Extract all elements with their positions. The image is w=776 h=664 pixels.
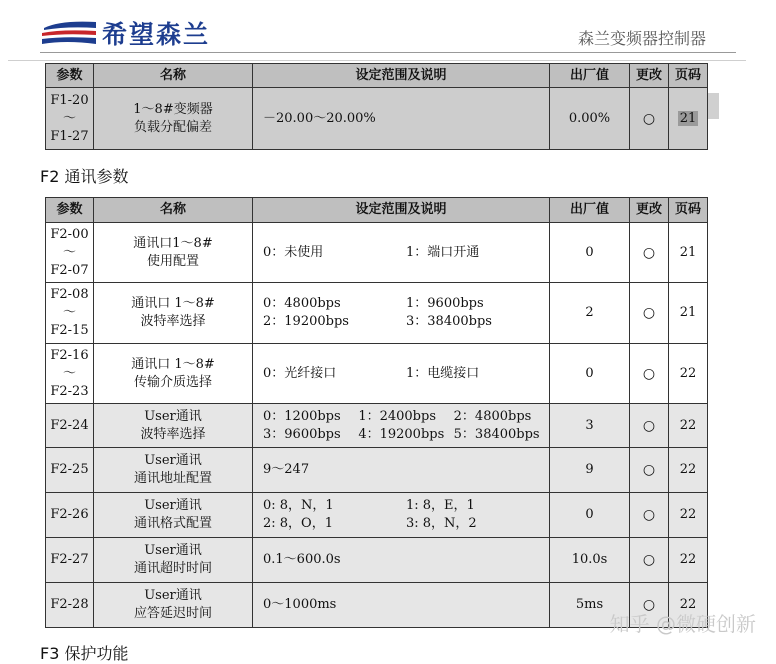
table-row [46, 88, 708, 150]
param-default: 3 [550, 404, 630, 448]
param-name [94, 88, 253, 150]
table-row [46, 404, 708, 448]
param-page: 22 [669, 538, 708, 583]
name-line: User通讯 [144, 588, 202, 603]
param-range [253, 223, 550, 283]
param-default: 0 [550, 493, 630, 538]
param-name [94, 283, 253, 344]
param-code [46, 223, 94, 283]
change-circle-icon: ○ [630, 493, 669, 538]
range-item: 2：4800bps [453, 408, 532, 424]
param-page: 22 [669, 404, 708, 448]
table-header-row [46, 198, 708, 223]
param-range [253, 448, 550, 493]
range-item: 1：电缆接口 [406, 365, 480, 381]
name-line: 通讯地址配置 [133, 471, 212, 486]
name-line: 通讯超时时间 [133, 561, 212, 576]
param-range [253, 493, 550, 538]
param-page [669, 88, 708, 150]
code-line: F2-08 [50, 287, 89, 302]
col-header-name: 名称 [94, 64, 253, 88]
param-code: F2-28 [46, 583, 94, 628]
param-default: 9 [550, 448, 630, 493]
param-default: 2 [550, 283, 630, 344]
col-header-page: 页码 [669, 198, 708, 223]
col-header-range: 设定范围及说明 [253, 198, 550, 223]
range-item: 1: 8，E，1 [406, 498, 475, 513]
col-header-default: 出厂值 [550, 64, 630, 88]
col-header-name: 名称 [94, 198, 253, 223]
change-circle-icon: ○ [630, 283, 669, 344]
code-line: ～ [62, 244, 76, 260]
name-line: 通讯口1～8# [133, 235, 213, 251]
code-line: F2-00 [50, 226, 89, 242]
range-item: 3: 8，N，2 [406, 516, 477, 531]
param-name [94, 223, 253, 283]
change-circle-icon: ○ [630, 223, 669, 283]
range-item: 1：端口开通 [406, 244, 480, 260]
param-name [94, 404, 253, 448]
range-item: 2: 8，O，1 [263, 516, 333, 531]
range-item: 3：9600bps [263, 426, 341, 442]
change-circle-icon: ○ [630, 448, 669, 493]
param-page: 22 [669, 583, 708, 628]
range-item: 2：19200bps [263, 314, 349, 329]
table-row [46, 583, 708, 628]
name-line: 1～8#变频器 [133, 101, 213, 117]
param-code [46, 283, 94, 344]
name-line: User通讯 [144, 453, 202, 468]
param-page: 22 [669, 344, 708, 404]
name-line: User通讯 [144, 408, 202, 424]
change-circle-icon: ○ [630, 404, 669, 448]
param-default: 5ms [550, 583, 630, 628]
param-default: 0 [550, 344, 630, 404]
param-table-f1 [45, 63, 708, 150]
margin-marker [707, 93, 719, 119]
param-range [253, 283, 550, 344]
name-line: 负载分配偏差 [133, 119, 212, 135]
name-line: 波特率选择 [140, 426, 206, 442]
change-circle-icon: ○ [630, 88, 669, 150]
code-line: F2-23 [50, 383, 89, 399]
param-page: 21 [669, 283, 708, 344]
code-line: F2-15 [50, 323, 89, 338]
name-line: 通讯口 1～8# [131, 356, 215, 372]
change-circle-icon: ○ [630, 344, 669, 404]
col-header-param: 参数 [46, 64, 94, 88]
col-header-change: 更改 [630, 198, 669, 223]
param-default: 0.00% [550, 88, 630, 150]
document-title: 森兰变频器控制器 [577, 29, 706, 48]
name-line: 通讯格式配置 [133, 516, 212, 531]
range-item: 0：4800bps [263, 296, 341, 311]
col-header-page: 页码 [669, 64, 708, 88]
code-line: F2-07 [50, 262, 89, 278]
range-item: 0：光纤接口 [263, 365, 337, 381]
name-line: 波特率选择 [140, 314, 206, 329]
code-line: F1-20 [50, 92, 89, 108]
code-line: ～ [62, 110, 76, 126]
param-name [94, 448, 253, 493]
range-item: 0：1200bps [263, 408, 341, 424]
param-table-f2 [45, 197, 708, 628]
logo-icon [40, 20, 98, 46]
table-header-row [46, 64, 708, 88]
code-line: ～ [62, 305, 76, 320]
name-line: 传输介质选择 [133, 374, 212, 390]
param-name [94, 493, 253, 538]
param-page: 22 [669, 493, 708, 538]
param-name [94, 583, 253, 628]
col-header-default: 出厂值 [550, 198, 630, 223]
param-range [253, 344, 550, 404]
table-row [46, 283, 708, 344]
header-divider [40, 52, 736, 53]
range-item: 0：未使用 [263, 244, 324, 260]
param-code: F2-27 [46, 538, 94, 583]
name-line: 应答延迟时间 [133, 606, 212, 621]
watermark: 知乎 @微硬创新 [609, 612, 756, 636]
param-page: 21 [669, 223, 708, 283]
col-header-range: 设定范围及说明 [253, 64, 550, 88]
header-divider-secondary [8, 60, 746, 61]
name-line: 使用配置 [146, 253, 199, 269]
table-row [46, 493, 708, 538]
param-range [253, 538, 550, 583]
col-header-param: 参数 [46, 198, 94, 223]
range-item: 5：38400bps [453, 426, 540, 442]
table-row [46, 223, 708, 283]
range-item: 0.1～600.0s [263, 552, 341, 567]
page-number: 21 [679, 110, 697, 126]
name-line: User通讯 [144, 543, 202, 558]
table-row [46, 448, 708, 493]
param-default: 10.0s [550, 538, 630, 583]
range-item: 3：38400bps [406, 314, 492, 329]
param-code: F2-24 [46, 404, 94, 448]
range-item: 4：19200bps [358, 426, 445, 442]
range-item: 1：2400bps [358, 408, 436, 424]
param-range [253, 404, 550, 448]
range-item: －20.00～20.00% [263, 110, 376, 126]
range-item: 9～247 [263, 462, 310, 477]
logo-text: 希望森兰 [102, 20, 211, 49]
param-code [46, 344, 94, 404]
col-header-change: 更改 [630, 64, 669, 88]
param-range [253, 88, 550, 150]
param-name [94, 538, 253, 583]
table-row [46, 344, 708, 404]
table-row [46, 538, 708, 583]
range-item: 0～1000ms [263, 597, 337, 612]
code-line: F2-16 [50, 347, 89, 363]
param-default: 0 [550, 223, 630, 283]
param-name [94, 344, 253, 404]
name-line: 通讯口 1～8# [131, 296, 215, 311]
range-item: 0: 8，N，1 [263, 498, 334, 513]
param-code: F2-26 [46, 493, 94, 538]
param-range [253, 583, 550, 628]
range-item: 1：9600bps [406, 296, 484, 311]
param-page: 22 [669, 448, 708, 493]
change-circle-icon: ○ [630, 583, 669, 628]
param-code [46, 88, 94, 150]
section-heading-f2: F2 通讯参数 [40, 167, 129, 186]
param-code: F2-25 [46, 448, 94, 493]
code-line: ～ [62, 365, 76, 381]
change-circle-icon: ○ [630, 538, 669, 583]
section-heading-f3: F3 保护功能 [40, 644, 129, 663]
brand-logo [40, 17, 210, 49]
code-line: F1-27 [50, 128, 89, 144]
name-line: User通讯 [144, 498, 202, 513]
